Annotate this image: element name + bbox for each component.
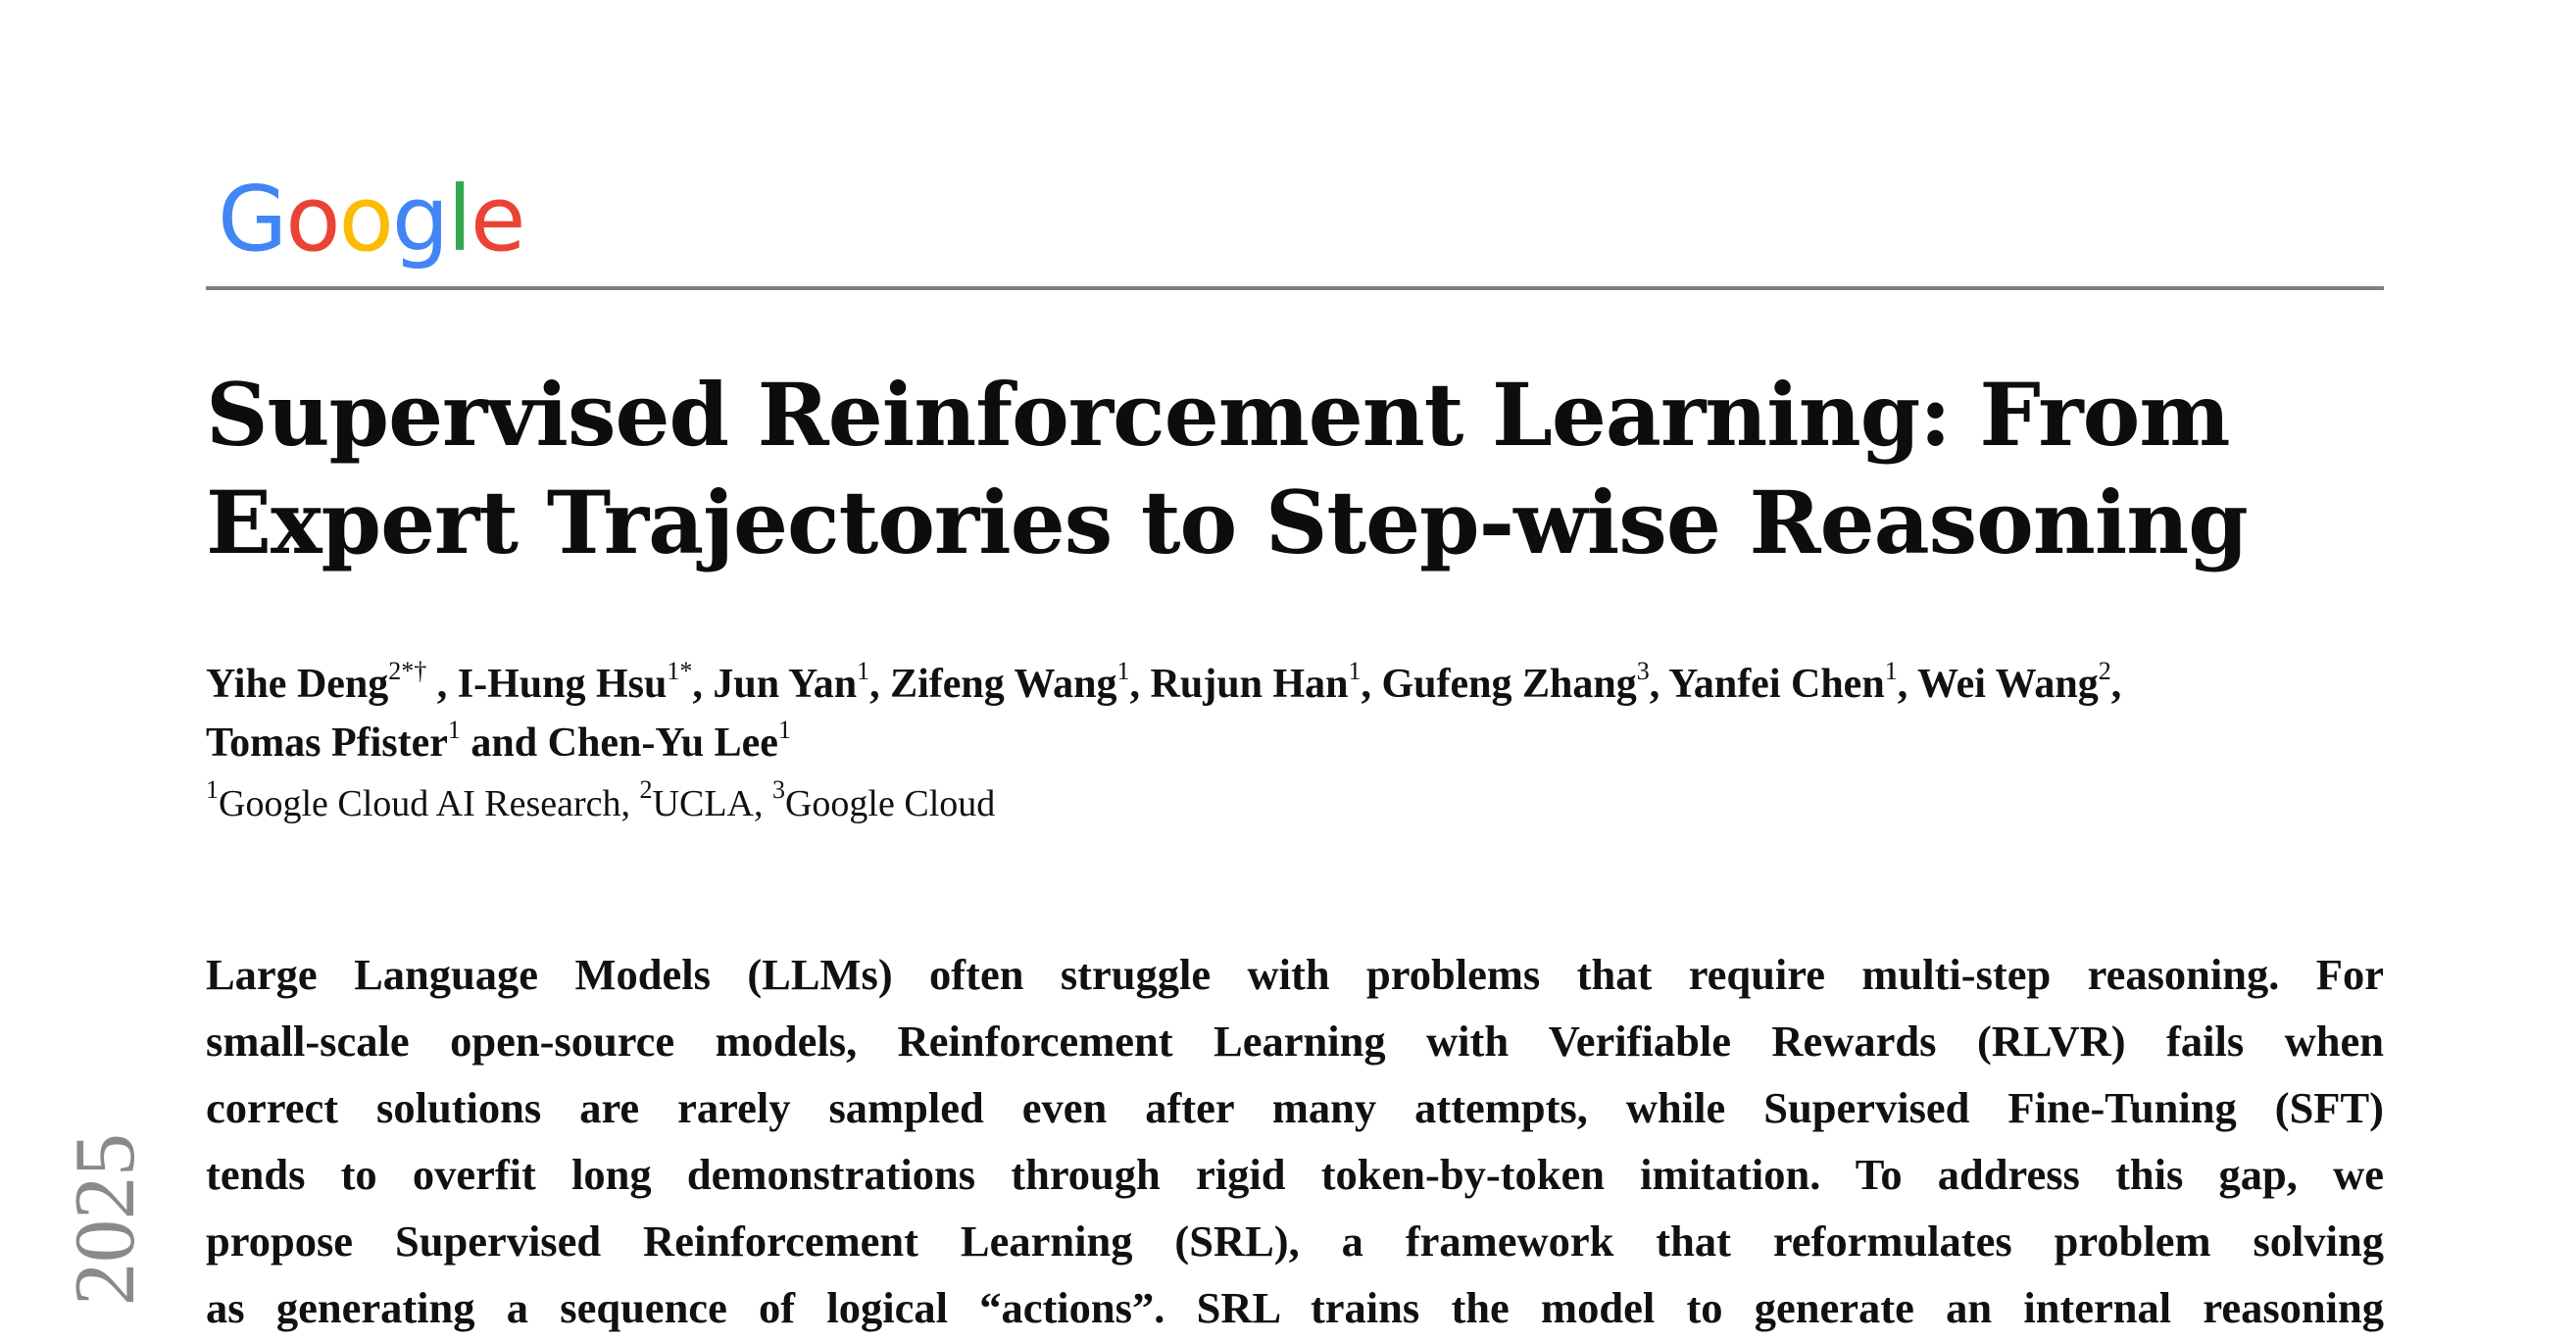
author-affiliation-marker: 1 [1884, 657, 1898, 685]
author-name: Rujun Han [1150, 662, 1349, 707]
author-separator: , [1649, 662, 1669, 707]
author-name: Tomas Pfister [206, 720, 448, 766]
author-affiliation-marker: 2*† [388, 657, 427, 685]
logo-letter: g [391, 167, 448, 272]
author-name: Yanfei Chen [1668, 662, 1885, 707]
author-name: Chen-Yu Lee [547, 720, 778, 766]
author-affiliation-marker: 2 [2098, 657, 2111, 685]
author-separator: and [460, 720, 548, 766]
author-name: Wei Wang [1916, 662, 2099, 707]
author-affiliation-marker: 1* [667, 657, 693, 685]
header-divider [206, 286, 2384, 290]
author-separator: , [2110, 662, 2122, 707]
affiliation-name: UCLA, [652, 783, 772, 824]
author-name: Zifeng Wang [890, 662, 1117, 707]
author-name: I-Hung Hsu [457, 662, 668, 707]
author-affiliation-marker: 1 [777, 716, 791, 744]
affiliation-marker: 2 [639, 775, 653, 804]
author-affiliation-marker: 3 [1636, 657, 1650, 685]
sidebar-year-text: 2025 [58, 1133, 153, 1306]
author-separator: , [692, 662, 714, 707]
affiliation-marker: 1 [206, 775, 219, 804]
abstract [206, 941, 2384, 1341]
affiliation-name: Google Cloud AI Research, [219, 783, 640, 824]
abstract-line: correct solutions are rarely sampled even after many attempts, while Supervised Fine-Tuning (SFT) [206, 1083, 2384, 1132]
abstract-line: tends to overfit long demonstrations through rigid token-by-token imitation. To address this gap, we [206, 1150, 2384, 1199]
abstract-line: as generating a sequence of logical “actions”. SRL trains the model to generate an internal reasoning [206, 1283, 2384, 1332]
logo-letter: e [470, 167, 524, 272]
author-row-2 [206, 714, 2411, 772]
title-line-2: Expert Trajectories to Step-wise Reasoning [206, 472, 2248, 573]
author-separator: , [1897, 662, 1917, 707]
author-separator: , [426, 662, 458, 707]
logo-letter: G [218, 167, 286, 272]
author-affiliation-marker: 1 [1116, 657, 1130, 685]
google-logo [218, 167, 524, 272]
arxiv-sidebar-stamp [2, 1133, 153, 1314]
abstract-line: Large Language Models (LLMs) often struggle with problems that require multi-step reasoning. For [206, 950, 2384, 999]
logo-letter: o [285, 167, 339, 272]
author-separator: , [1361, 662, 1382, 707]
affiliation-marker: 3 [771, 775, 785, 804]
author-affiliation-marker: 1 [1348, 657, 1362, 685]
paper-title [206, 361, 2460, 576]
author-affiliation-marker: 1 [857, 657, 870, 685]
author-separator: , [869, 662, 891, 707]
author-separator: , [1129, 662, 1151, 707]
title-line-1: Supervised Reinforcement Learning: From [206, 364, 2230, 466]
author-name: Gufeng Zhang [1381, 662, 1637, 707]
logo-letter: o [338, 167, 392, 272]
author-list [206, 655, 2411, 772]
abstract-line: small-scale open-source models, Reinforcement Learning with Verifiable Rewards (RLVR) fails when [206, 1017, 2384, 1066]
affiliations [206, 775, 996, 827]
author-name: Yihe Deng [206, 662, 389, 707]
author-name: Jun Yan [713, 662, 858, 707]
abstract-line: propose Supervised Reinforcement Learning (SRL), a framework that reformulates problem solving [206, 1217, 2384, 1266]
logo-letter: l [447, 167, 471, 272]
author-affiliation-marker: 1 [447, 716, 461, 744]
affiliation-name: Google Cloud [784, 783, 996, 824]
author-row-1 [206, 655, 2411, 714]
